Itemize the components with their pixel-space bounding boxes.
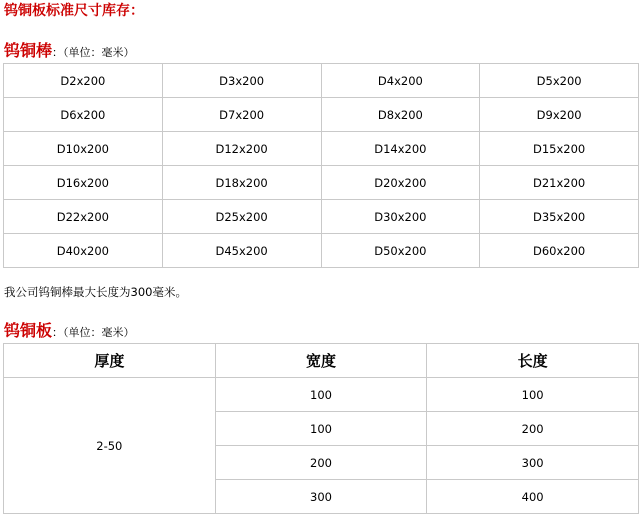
rod-size-cell: D18x200 bbox=[163, 166, 321, 199]
width-cell: 100 bbox=[216, 412, 427, 445]
page-title: 钨铜板标准尺寸库存： bbox=[4, 3, 144, 19]
table-row bbox=[4, 378, 638, 411]
thickness-cell: 2-50 bbox=[4, 378, 215, 513]
table-row bbox=[4, 64, 638, 97]
plate-section-heading bbox=[4, 321, 135, 343]
plate-size-table bbox=[3, 343, 639, 514]
width-cell: 100 bbox=[216, 378, 427, 411]
rod-section-heading bbox=[4, 41, 135, 63]
rod-size-cell: D2x200 bbox=[4, 64, 162, 97]
rod-size-cell: D9x200 bbox=[480, 98, 638, 131]
rod-size-cell: D14x200 bbox=[322, 132, 480, 165]
length-cell: 300 bbox=[427, 446, 638, 479]
rod-size-cell: D60x200 bbox=[480, 234, 638, 267]
length-cell: 400 bbox=[427, 480, 638, 513]
rod-size-cell: D4x200 bbox=[322, 64, 480, 97]
width-cell: 200 bbox=[216, 446, 427, 479]
rod-section-title: 钨铜棒 bbox=[4, 41, 53, 60]
rod-size-cell: D5x200 bbox=[480, 64, 638, 97]
table-row bbox=[4, 200, 638, 233]
rod-size-table bbox=[3, 63, 639, 268]
column-header-thickness: 厚度 bbox=[4, 344, 215, 377]
table-row bbox=[4, 98, 638, 131]
rod-size-cell: D35x200 bbox=[480, 200, 638, 233]
table-header-row bbox=[4, 344, 638, 377]
table-row bbox=[4, 132, 638, 165]
rod-size-cell: D16x200 bbox=[4, 166, 162, 199]
rod-size-cell: D3x200 bbox=[163, 64, 321, 97]
rod-size-cell: D25x200 bbox=[163, 200, 321, 233]
rod-size-cell: D20x200 bbox=[322, 166, 480, 199]
width-cell: 300 bbox=[216, 480, 427, 513]
plate-section-title: 钨铜板 bbox=[4, 321, 53, 340]
rod-size-cell: D8x200 bbox=[322, 98, 480, 131]
rod-size-cell: D40x200 bbox=[4, 234, 162, 267]
rod-size-cell: D10x200 bbox=[4, 132, 162, 165]
rod-section-unit: ：（单位：毫米） bbox=[52, 46, 135, 59]
column-header-width: 宽度 bbox=[216, 344, 427, 377]
rod-size-cell: D45x200 bbox=[163, 234, 321, 267]
table-row bbox=[4, 234, 638, 267]
plate-section-unit: ：（单位：毫米） bbox=[52, 326, 135, 339]
table-row bbox=[4, 166, 638, 199]
length-cell: 100 bbox=[427, 378, 638, 411]
rod-size-cell: D7x200 bbox=[163, 98, 321, 131]
rod-size-cell: D21x200 bbox=[480, 166, 638, 199]
rod-size-cell: D6x200 bbox=[4, 98, 162, 131]
length-cell: 200 bbox=[427, 412, 638, 445]
rod-max-length-note: 我公司钨铜棒最大长度为300毫米。 bbox=[4, 285, 187, 299]
rod-size-cell: D15x200 bbox=[480, 132, 638, 165]
rod-size-cell: D50x200 bbox=[322, 234, 480, 267]
rod-size-cell: D22x200 bbox=[4, 200, 162, 233]
rod-size-cell: D30x200 bbox=[322, 200, 480, 233]
column-header-length: 长度 bbox=[427, 344, 638, 377]
rod-size-cell: D12x200 bbox=[163, 132, 321, 165]
